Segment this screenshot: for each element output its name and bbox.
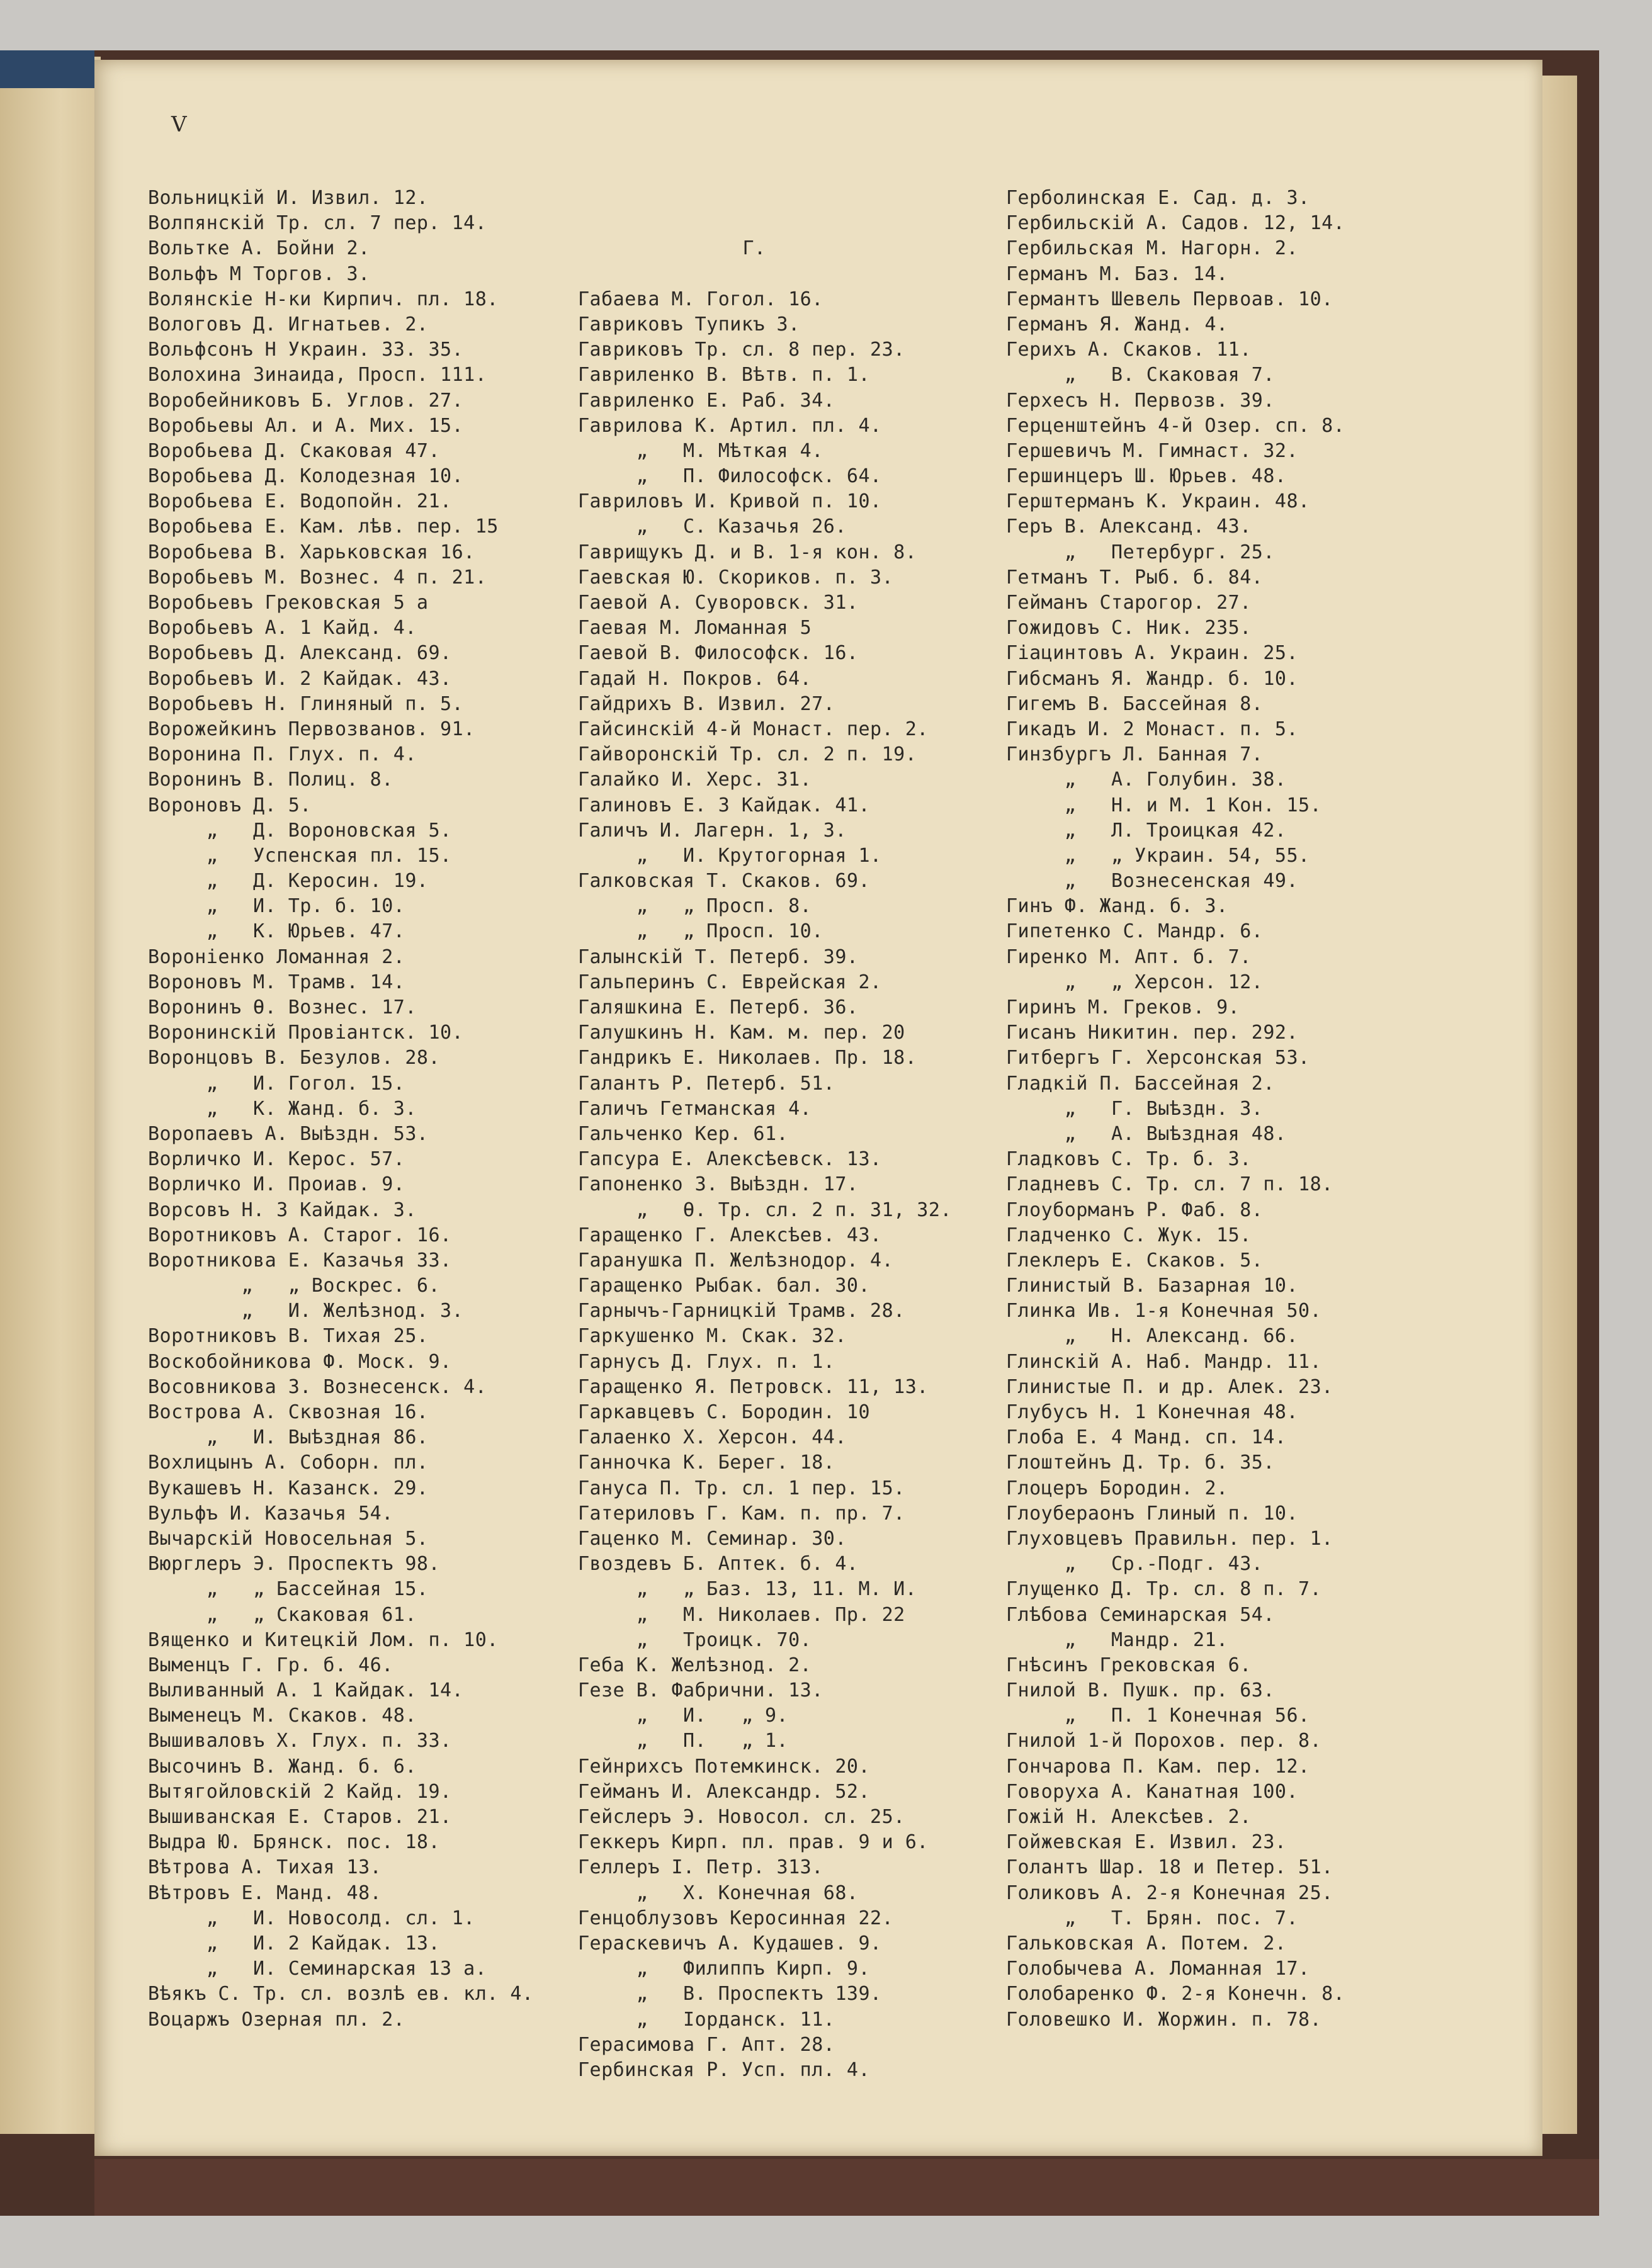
directory-entry: Гейслеръ Э. Новосол. сл. 25. <box>578 1806 905 1829</box>
directory-entry: Гипетенко С. Мандр. 6. <box>1006 920 1264 943</box>
directory-entry: Вольфъ М Торгов. 3. <box>148 262 370 285</box>
directory-entry: Гальченко Кер. 61. <box>578 1122 789 1145</box>
directory-entry: Гигемъ В. Бассейная 8. <box>1006 692 1264 715</box>
directory-entry: Вюрглеръ Э. Проспектъ 98. <box>148 1553 441 1576</box>
directory-entry: Гарнусъ Д. Глух. п. 1. <box>578 1350 835 1373</box>
directory-entry: Герхесъ Н. Первозв. 39. <box>1006 389 1275 412</box>
directory-entry: Говоруха А. Канатная 100. <box>1006 1780 1299 1803</box>
directory-entry: Ворожейкинъ Первозванов. 91. <box>148 718 475 740</box>
directory-entry: Вольтке А. Бойни 2. <box>148 237 370 260</box>
directory-entry: Глѣбова Семинарская 54. <box>1006 1603 1275 1626</box>
directory-entry: Воропаевъ А. Выѣздн. 53. <box>148 1122 429 1145</box>
cover-bottom-edge <box>94 2159 1599 2216</box>
directory-entry: Гайворонскій Тр. сл. 2 п. 19. <box>578 743 917 766</box>
directory-entry: Выливанный А. 1 Кайдак. 14. <box>148 1679 464 1702</box>
directory-entry: „ „ Херсон. 12. <box>1006 971 1264 993</box>
directory-entry: „ В. Скаковая 7. <box>1006 364 1275 386</box>
directory-entry: Головешко И. Жоржин. п. 78. <box>1006 2008 1322 2031</box>
directory-entry: „ Т. Брян. пос. 7. <box>1006 1907 1299 1929</box>
directory-entry: „ Ср.-Подг. 43. <box>1006 1553 1264 1576</box>
directory-entry: Гинъ Ф. Жанд. б. 3. <box>1006 895 1228 918</box>
directory-entry: Галичъ Гетманская 4. <box>578 1097 812 1120</box>
column-2 <box>578 186 952 2083</box>
directory-entry: „ В. Проспектъ 139. <box>578 1983 882 2006</box>
directory-entry: „ И. Крутогорная 1. <box>578 844 882 867</box>
directory-entry: Вульфъ И. Казачья 54. <box>148 1502 393 1525</box>
directory-entry: „ И. Семинарская 13 а. <box>148 1958 487 1980</box>
directory-entry: „ Л. Троицкая 42. <box>1006 819 1287 842</box>
directory-entry: Гануса П. Тр. сл. 1 пер. 15. <box>578 1477 905 1499</box>
directory-entry: Гладковъ С. Тр. б. 3. <box>1006 1148 1252 1171</box>
directory-entry: Воротниковъ А. Старог. 16. <box>148 1224 452 1246</box>
directory-entry: Гейнрихсъ Потемкинск. 20. <box>578 1755 871 1778</box>
directory-entry: Гавриленко В. Вѣтв. п. 1. <box>578 364 871 386</box>
directory-entry: Воробьевъ И. 2 Кайдак. 43. <box>148 667 452 690</box>
directory-entry: Голантъ Шар. 18 и Петер. 51. <box>1006 1856 1333 1879</box>
directory-entry: Воронинъ В. Полиц. 8. <box>148 769 393 791</box>
directory-entry: „ А. Голубин. 38. <box>1006 769 1287 791</box>
directory-entry: „ И. Тр. б. 10. <box>148 895 405 918</box>
directory-entry: Генцоблузовъ Керосинная 22. <box>578 1907 894 1929</box>
directory-entry: „ Мандр. 21. <box>1006 1628 1228 1651</box>
directory-entry: Геба К. Желѣзнод. 2. <box>578 1654 812 1676</box>
directory-entry: Воробьевъ Н. Глиняный п. 5. <box>148 692 464 715</box>
directory-entry: Ворсовъ Н. 3 Кайдак. 3. <box>148 1199 417 1221</box>
directory-entry: Выменцъ Г. Гр. б. 46. <box>148 1654 393 1676</box>
directory-entry: Гайсинскій 4-й Монаст. пер. 2. <box>578 718 929 740</box>
directory-entry: Гавриковъ Тр. сл. 8 пер. 23. <box>578 339 905 361</box>
directory-entry: Германъ Я. Жанд. 4. <box>1006 313 1228 336</box>
directory-entry: Воробьевъ А. 1 Кайд. 4. <box>148 617 417 640</box>
directory-entry: Гожій Н. Алексѣев. 2. <box>1006 1806 1252 1828</box>
directory-entry: Галушкинъ Н. Кам. м. пер. 20 <box>578 1022 905 1044</box>
directory-entry: Ворличко И. Керос. 57. <box>148 1148 405 1171</box>
directory-entry: Воробьева Д. Скаковая 47. <box>148 439 441 462</box>
directory-entry: Галайко И. Херс. 31. <box>578 769 812 791</box>
directory-entry: Вукашевъ Н. Казанск. 29. <box>148 1477 429 1499</box>
directory-entry: Гиренко М. Апт. б. 7. <box>1006 945 1252 968</box>
directory-entry: Вѣтрова А. Тихая 13. <box>148 1856 382 1879</box>
directory-entry: „ П. 1 Конечная 56. <box>1006 1705 1310 1727</box>
directory-entry: „ П. „ 1. <box>578 1730 789 1752</box>
directory-entry: Гаевой А. Суворовск. 31. <box>578 592 859 614</box>
directory-entry: Гальковская А. Потем. 2. <box>1006 1932 1287 1955</box>
directory-entry: Гераскевичъ А. Кудашев. 9. <box>578 1932 882 1955</box>
directory-entry: Гладневъ С. Тр. сл. 7 п. 18. <box>1006 1173 1333 1196</box>
directory-entry: Вѣякъ С. Тр. сл. возлѣ ев. кл. 4. <box>148 1983 534 2006</box>
directory-entry: Германтъ Шевель Первоав. 10. <box>1006 288 1333 310</box>
directory-entry: Глинскій А. Наб. Мандр. 11. <box>1006 1350 1322 1373</box>
directory-entry: Гапсура Е. Алексѣевск. 13. <box>578 1148 882 1171</box>
directory-entry: „ С. Казачья 26. <box>578 516 847 538</box>
directory-entry: „ М. Мѣткая 4. <box>578 439 823 462</box>
directory-entry: Выдра Ю. Брянск. пос. 18. <box>148 1831 441 1854</box>
directory-entry: „ Х. Конечная 68. <box>578 1882 859 1904</box>
directory-entry: „ Д. Вороновская 5. <box>148 819 452 842</box>
directory-entry: Вохлицынъ А. Соборн. пл. <box>148 1452 429 1474</box>
directory-entry: Гойжевская Е. Извил. 23. <box>1006 1831 1287 1854</box>
directory-entry: Герихъ А. Скаков. 11. <box>1006 339 1252 361</box>
directory-entry: Гетманъ Т. Рыб. б. 84. <box>1006 566 1264 589</box>
directory-entry: Гербинская Р. Усп. пл. 4. <box>578 2058 871 2081</box>
directory-entry: Гершинцеръ Ш. Юрьев. 48. <box>1006 465 1287 488</box>
directory-entry: Гаценко М. Семинар. 30. <box>578 1527 847 1550</box>
directory-entry: „ „ Бассейная 15. <box>148 1578 429 1601</box>
directory-entry: Волянскіе Н-ки Кирпич. пл. 18. <box>148 288 499 310</box>
directory-entry: Геккеръ Кирп. пл. прав. 9 и 6. <box>578 1831 929 1854</box>
directory-entry: „ Н. Александ. 66. <box>1006 1325 1299 1348</box>
directory-entry: Глуховцевъ Правильн. пер. 1. <box>1006 1527 1333 1550</box>
directory-entry: Герасимова Г. Апт. 28. <box>578 2033 835 2056</box>
directory-entry: Гарнычъ-Гарницкій Трамв. 28. <box>578 1300 905 1323</box>
facing-page-edge <box>0 57 101 2134</box>
directory-entry: Гезе В. Фабрични. 13. <box>578 1679 823 1702</box>
directory-entry: Германъ М. Баз. 14. <box>1006 262 1228 285</box>
directory-entry: „ П. Философск. 64. <box>578 465 882 488</box>
directory-entry: „ Троицк. 70. <box>578 1628 812 1651</box>
directory-entry: Гвоздевъ Б. Аптек. б. 4. <box>578 1553 859 1576</box>
directory-entry: Воронинскій Провіантск. 10. <box>148 1022 464 1044</box>
directory-entry: Глубусъ Н. 1 Конечная 48. <box>1006 1401 1299 1423</box>
directory-entry: Галковская Т. Скаков. 69. <box>578 870 871 893</box>
directory-entry: Гадай Н. Покров. 64. <box>578 667 812 690</box>
directory-entry: Волпянскій Тр. сл. 7 пер. 14. <box>148 212 487 235</box>
directory-entry: „ И. Гогол. 15. <box>148 1072 405 1095</box>
directory-entry: Глоуборманъ Р. Фаб. 8. <box>1006 1199 1264 1221</box>
directory-entry: Гіацинтовъ А. Украин. 25. <box>1006 642 1299 665</box>
directory-entry: Гавриленко Е. Раб. 34. <box>578 389 835 412</box>
directory-entry: Волохина Зинаида, Просп. 111. <box>148 364 487 386</box>
directory-entry: Воробьева Д. Колодезная 10. <box>148 465 464 488</box>
directory-entry: Воробьевъ Д. Александ. 69. <box>148 642 452 665</box>
directory-entry: „ К. Жанд. б. 3. <box>148 1097 417 1120</box>
directory-entry: Галантъ Р. Петерб. 51. <box>578 1072 835 1095</box>
directory-entry: Гаевая М. Ломанная 5 <box>578 617 812 640</box>
directory-entry: Ганночка К. Берег. 18. <box>578 1452 835 1474</box>
directory-entry: Воцаржъ Озерная пл. 2. <box>148 2008 405 2031</box>
directory-entry: Герболинская Е. Сад. д. 3. <box>1006 187 1310 209</box>
directory-entry: Гаркавцевъ С. Бородин. 10 <box>578 1401 871 1424</box>
directory-entry: „ Ѳ. Тр. сл. 2 п. 31, 32. <box>578 1199 952 1221</box>
directory-entry: Глоба Е. 4 Манд. сп. 14. <box>1006 1426 1287 1449</box>
directory-entry: Глущенко Д. Тр. сл. 8 п. 7. <box>1006 1578 1322 1601</box>
directory-entry: Вольницкій И. Извил. 12. <box>148 187 429 209</box>
directory-entry: Воробьевы Ал. и А. Мих. 15. <box>148 414 464 437</box>
directory-entry: Вышиванская Е. Старов. 21. <box>148 1806 452 1828</box>
directory-entry: Гнѣсинъ Грековская 6. <box>1006 1654 1252 1676</box>
directory-entry: „ Д. Керосин. 19. <box>148 870 429 893</box>
directory-entry: Глоштейнъ Д. Тр. б. 35. <box>1006 1452 1275 1474</box>
directory-entry: Гаращенко Я. Петровск. 11, 13. <box>578 1375 929 1398</box>
directory-entry: Воробьева Е. Кам. лѣв. пер. 15 <box>148 516 499 538</box>
directory-entry: „ Петербург. 25. <box>1006 541 1275 563</box>
directory-entry: Гнилой 1-й Порохов. пер. 8. <box>1006 1730 1322 1752</box>
page-stack-edge <box>1542 76 1577 2134</box>
directory-entry: „ „ Просп. 10. <box>578 920 823 943</box>
directory-entry: Гавриковъ Тупикъ 3. <box>578 313 800 336</box>
spine-label <box>0 50 94 88</box>
directory-entry: Гальперинъ С. Еврейская 2. <box>578 971 882 993</box>
directory-entry: Гайдрихъ В. Извил. 27. <box>578 692 835 715</box>
directory-entry: „ Г. Выѣздн. 3. <box>1006 1097 1264 1120</box>
directory-entry: Гершевичъ М. Гимнаст. 32. <box>1006 439 1299 462</box>
directory-entry: Гейманъ Старогор. 27. <box>1006 592 1252 614</box>
directory-entry: Габаева М. Гогол. 16. <box>578 288 823 310</box>
directory-entry: Вященко и Китецкій Лом. п. 10. <box>148 1628 499 1651</box>
column-3 <box>1006 186 1345 2033</box>
directory-entry: Глоубераонъ Глиный п. 10. <box>1006 1502 1299 1525</box>
directory-entry: Глинистый В. Базарная 10. <box>1006 1275 1299 1297</box>
directory-entry: Вологовъ Д. Игнатьев. 2. <box>148 313 429 336</box>
directory-entry: Гатериловъ Г. Кам. п. пр. 7. <box>578 1502 905 1525</box>
directory-entry: Вытягойловскій 2 Кайд. 19. <box>148 1780 452 1803</box>
directory-entry: „ И. 2 Кайдак. 13. <box>148 1932 441 1955</box>
directory-entry: Восовникова З. Вознесенск. 4. <box>148 1375 487 1398</box>
directory-entry: Гербильскій А. Садов. 12, 14. <box>1006 212 1345 235</box>
directory-entry: Воронцовъ В. Безулов. 28. <box>148 1047 441 1069</box>
directory-entry: Галаенко Х. Херсон. 44. <box>578 1426 847 1449</box>
directory-entry: Вороновъ М. Трамв. 14. <box>148 971 405 993</box>
directory-entry: Выменецъ М. Скаков. 48. <box>148 1705 417 1727</box>
directory-entry: Голобаренко Ф. 2-я Конечн. 8. <box>1006 1983 1345 2006</box>
directory-entry: „ И. Выѣздная 86. <box>148 1426 429 1449</box>
directory-entry: Герценштейнъ 4-й Озер. сп. 8. <box>1006 414 1345 437</box>
directory-entry: „ „ Скаковая 61. <box>148 1603 417 1626</box>
directory-entry: Гаевская Ю. Скориков. п. 3. <box>578 566 894 589</box>
directory-entry: Высочинъ В. Жанд. б. 6. <box>148 1755 417 1778</box>
directory-entry: Гисанъ Никитин. пер. 292. <box>1006 1022 1299 1044</box>
directory-entry: Вышиваловъ Х. Глух. п. 33. <box>148 1730 452 1752</box>
directory-entry: Гладкій П. Бассейная 2. <box>1006 1072 1275 1095</box>
directory-entry: Гладченко С. Жук. 15. <box>1006 1224 1252 1246</box>
directory-entry: Воротниковъ В. Тихая 25. <box>148 1325 429 1348</box>
directory-entry: Вороновъ Д. 5. <box>148 794 312 816</box>
directory-entry: Глоцеръ Бородин. 2. <box>1006 1477 1228 1499</box>
directory-entry: Гандрикъ Е. Николаев. Пр. 18. <box>578 1047 917 1069</box>
directory-entry: Геллеръ I. Петр. 313. <box>578 1856 823 1879</box>
directory-entry: Вѣтровъ Е. Манд. 48. <box>148 1882 382 1904</box>
directory-entry: Гаращенко Рыбак. бал. 30. <box>578 1275 871 1297</box>
directory-entry: Гаевой В. Философск. 16. <box>578 642 859 665</box>
directory-entry: Гитбергъ Г. Херсонская 53. <box>1006 1047 1310 1069</box>
column-1 <box>148 186 534 2033</box>
directory-entry: Голобычева А. Ломанная 17. <box>1006 1958 1310 1980</box>
directory-entry: „ „ Баз. 13, 11. М. И. <box>578 1578 917 1601</box>
directory-entry: Вычарскій Новосельная 5. <box>148 1527 429 1550</box>
directory-entry: „ „ Украин. 54, 55. <box>1006 844 1310 867</box>
directory-entry: Воротникова Е. Казачья 33. <box>148 1249 452 1272</box>
directory-entry: Гикадъ И. 2 Монаст. п. 5. <box>1006 718 1299 740</box>
directory-entry: Воробьевъ М. Вознес. 4 п. 21. <box>148 566 487 589</box>
directory-entry: Гаращенко Г. Алексѣев. 43. <box>578 1224 882 1246</box>
directory-entry: Воробьева Е. Водопойн. 21. <box>148 490 452 513</box>
directory-entry: Глинка Ив. 1-я Конечная 50. <box>1006 1300 1322 1323</box>
directory-entry: Гиринъ М. Греков. 9. <box>1006 996 1240 1018</box>
directory-entry: Геръ В. Александ. 43. <box>1006 516 1252 538</box>
directory-entry: Гаврилова К. Артил. пл. 4. <box>578 414 882 437</box>
directory-entry: Голиковъ А. 2-я Конечная 25. <box>1006 1882 1333 1904</box>
directory-entry: Гербильская М. Нагорн. 2. <box>1006 237 1299 260</box>
directory-entry: Гейманъ И. Александр. 52. <box>578 1780 871 1803</box>
directory-entry: „ Успенская пл. 15. <box>148 844 452 867</box>
directory-entry: „ Iорданск. 11. <box>578 2008 835 2031</box>
directory-entry: „ „ Воскрес. 6. <box>148 1275 441 1297</box>
directory-entry: Гавриловъ И. Кривой п. 10. <box>578 490 882 513</box>
directory-entry: „ Н. и М. 1 Кон. 15. <box>1006 794 1322 816</box>
directory-entry: „ К. Юрьев. 47. <box>148 920 405 943</box>
directory-entry: Ворличко И. Проиав. 9. <box>148 1173 405 1196</box>
directory-entry: Глеклеръ Е. Скаков. 5. <box>1006 1249 1264 1272</box>
directory-entry: Воробьева В. Харьковская 16. <box>148 541 475 563</box>
directory-entry: „ М. Николаев. Пр. 22 <box>578 1603 905 1626</box>
directory-entry: Галичъ И. Лагерн. 1, 3. <box>578 819 847 842</box>
directory-entry: „ И. Новосолд. сл. 1. <box>148 1907 475 1929</box>
directory-entry: Гаранушка П. Желѣзнодор. 4. <box>578 1249 894 1272</box>
directory-entry: Галяшкина Е. Петерб. 36. <box>578 996 859 1019</box>
directory-entry: Гончарова П. Кам. пер. 12. <box>1006 1755 1310 1778</box>
directory-entry: „ И. „ 9. <box>578 1705 789 1727</box>
directory-entry: Воробейниковъ Б. Углов. 27. <box>148 389 464 412</box>
directory-entry: Галынскій Т. Петерб. 39. <box>578 945 859 968</box>
directory-entry: Галиновъ Е. 3 Кайдак. 41. <box>578 794 871 816</box>
directory-entry: Гибсманъ Я. Жандр. б. 10. <box>1006 667 1299 690</box>
directory-entry: Гапоненко З. Выѣздн. 17. <box>578 1173 859 1196</box>
directory-entry: Воронина П. Глух. п. 4. <box>148 743 417 766</box>
directory-entry: „ Филиппъ Кирп. 9. <box>578 1958 871 1980</box>
section-heading: Г. <box>742 237 766 260</box>
directory-entry: Воронiенко Ломанная 2. <box>148 945 405 968</box>
directory-entry: „ „ Просп. 8. <box>578 895 812 918</box>
directory-entry: Глинистые П. и др. Алек. 23. <box>1006 1375 1333 1398</box>
page-number: V <box>171 112 187 137</box>
directory-entry: Гнилой В. Пушк. пр. 63. <box>1006 1679 1275 1702</box>
directory-entry: Вострова А. Сквозная 16. <box>148 1401 429 1423</box>
directory-entry: Гаркушенко М. Скак. 32. <box>578 1325 847 1348</box>
directory-entry: „ Вознесенская 49. <box>1006 870 1299 893</box>
directory-entry: Воскобойникова Ф. Моск. 9. <box>148 1350 452 1373</box>
directory-entry: Гинзбургъ Л. Банная 7. <box>1006 743 1264 766</box>
directory-entry: „ А. Выѣздная 48. <box>1006 1122 1287 1145</box>
directory-entry: Гожидовъ С. Ник. 235. <box>1006 617 1252 640</box>
directory-entry: Воронинъ Ѳ. Вознес. 17. <box>148 996 417 1018</box>
directory-entry: Вольфсонъ Н Украин. 33. 35. <box>148 339 464 361</box>
directory-entry: Воробьевъ Грековская 5 а <box>148 592 429 614</box>
directory-entry: Герштерманъ К. Украин. 48. <box>1006 490 1310 513</box>
directory-entry: Гаврищукъ Д. и В. 1-я кон. 8. <box>578 541 917 563</box>
directory-entry: „ И. Желѣзнод. 3. <box>148 1300 464 1323</box>
